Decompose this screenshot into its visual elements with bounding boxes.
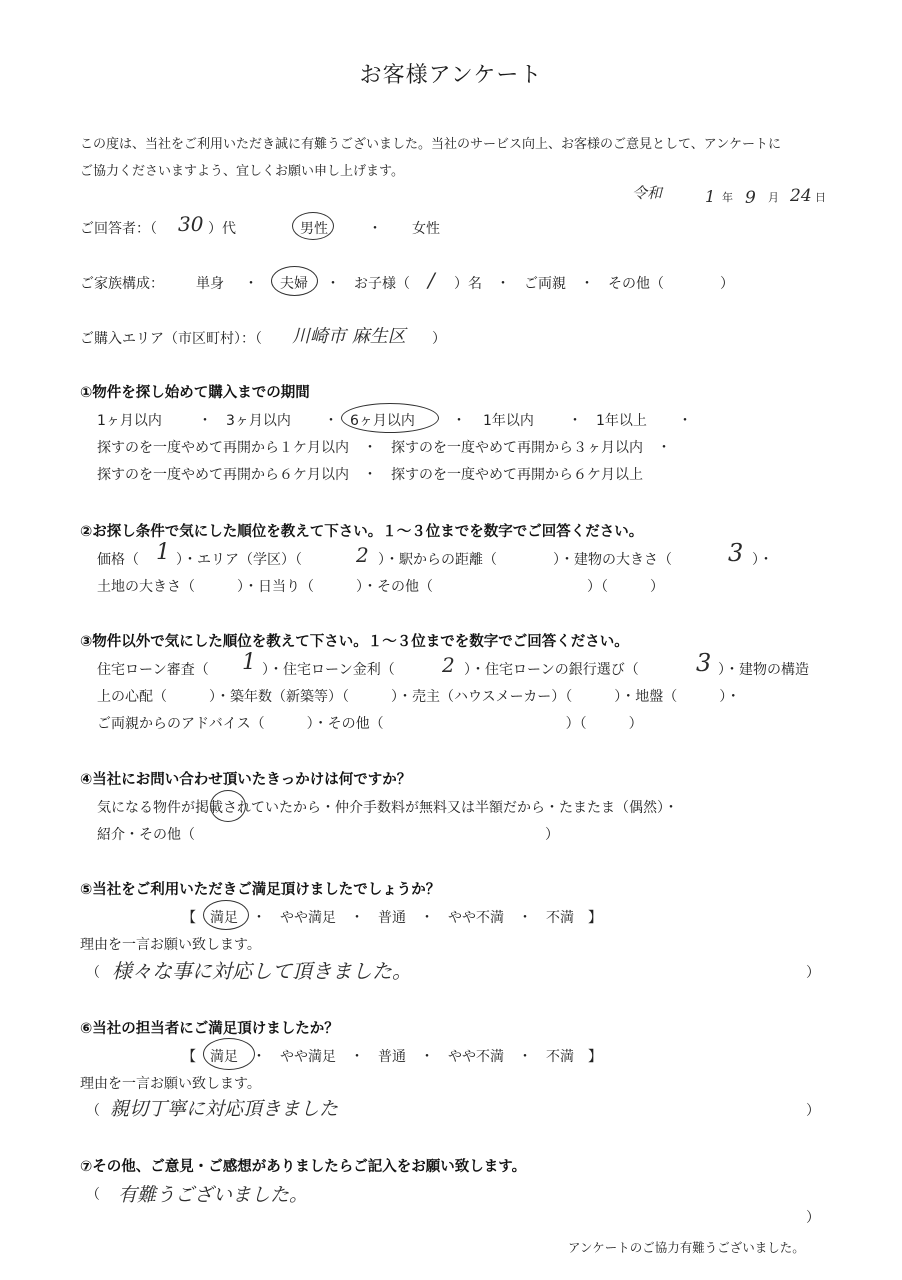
date-era: 令和 (632, 184, 663, 202)
q5-reason-open: （ (86, 965, 100, 981)
date-month: 9 (745, 188, 756, 208)
q4-question: ④当社にお問い合わせ頂いたきっかけは何ですか？ (80, 772, 412, 788)
q6-reason-close: ） (806, 1103, 820, 1119)
q4-row-2: 紹介・その他（ ） (97, 827, 559, 843)
q5-reason-close: ） (806, 965, 820, 981)
q5-reason-answer: 様々な事に対応して頂きました。 (112, 959, 412, 983)
q2-price-label: 価格（ (97, 552, 139, 568)
family-single-option[interactable]: 単身 (196, 276, 224, 292)
q3-rate-rank: 2 (442, 653, 455, 677)
q1-separator: ・ (568, 413, 582, 429)
family-children-label: ・ お子様（ (326, 276, 410, 292)
intro-line-2: ご協力くださいますよう、宜しくお願い申し上げます。 (80, 164, 404, 179)
q6-options: 【 満足 ・ やや満足 ・ 普通 ・ やや不満 ・ 不満 】 (182, 1049, 602, 1065)
q2-distance-building-label: ）・駅からの距離（ ）・建物の大きさ（ (378, 552, 672, 568)
q1-row-2: 探すのを一度やめて再開から１ケ月以内 ・ 探すのを一度やめて再開から３ヶ月以内 ・ (97, 440, 671, 456)
q3-question: ③物件以外で気にした順位を教えて下さい。１～３位までを数字でご回答ください。 (80, 634, 629, 650)
q5-question: ⑤当社をご利用いただきご満足頂けましたでしょうか？ (80, 882, 441, 898)
area-close: ） (432, 331, 446, 347)
q7-comment-close: ） (806, 1210, 820, 1226)
q3-screening-label: 住宅ローン審査（ (97, 662, 209, 678)
q6-reason-open: （ (86, 1103, 100, 1119)
family-selection-circle (271, 266, 318, 296)
q1-separator: ・ (452, 413, 466, 429)
q2-building-rank: 3 (728, 539, 744, 567)
q3-row-3: ご両親からのアドバイス（ ）・その他（ ）（ ） (97, 716, 643, 732)
q2-area-rank: 2 (356, 543, 369, 567)
q6-question: ⑥当社の担当者にご満足頂けましたか？ (80, 1021, 339, 1037)
q2-row1-end: ）・ (752, 552, 773, 568)
date-day: 24 (790, 186, 812, 206)
family-children-count: / (428, 268, 435, 292)
intro-line-1: この度は、当社をご利用いただき誠に有難うございました。当社のサービス向上、お客様のご意見として、アンケートに (80, 137, 781, 152)
q2-row-2: 土地の大きさ（ ）・日当り（ ）・その他（ ）（ ） (97, 579, 664, 595)
area-label: ご購入エリア（市区町村）：（ (80, 331, 262, 347)
q5-selection-circle (203, 900, 249, 930)
q2-question: ②お探し条件で気にした順位を教えて下さい。１～３位までを数字でご回答ください。 (80, 524, 644, 540)
page-title: お客様アンケート (359, 63, 543, 88)
respondent-separator: ・ (368, 221, 382, 237)
q4-row-1: 気になる物件が掲載されていたから・仲介手数料が無料又は半額だから・たまたま（偶然）・ (97, 800, 678, 816)
q1-option-1y[interactable]: 1年以内 (483, 413, 534, 429)
q1-question: ①物件を探し始めて購入までの期間 (80, 385, 310, 401)
q3-screening-rank: 1 (242, 650, 256, 675)
q1-separator: ・ (324, 413, 338, 429)
q7-comment-open: （ (86, 1187, 100, 1203)
family-couple-option[interactable]: 夫婦 (280, 276, 308, 292)
q1-option-1y-plus[interactable]: 1年以上 (596, 413, 647, 429)
family-label: ご家族構成： (80, 276, 164, 292)
q6-selection-circle (203, 1038, 255, 1070)
q1-separator: ・ (678, 413, 692, 429)
respondent-age: 30 (178, 212, 204, 236)
respondent-age-suffix: ）代 (208, 221, 236, 237)
q3-rate-label: ）・住宅ローン金利（ (262, 662, 395, 678)
family-separator: ・ (244, 276, 258, 292)
respondent-selection-circle (292, 212, 334, 240)
respondent-label: ご回答者：（ (80, 221, 157, 237)
date-day-unit: 日 (815, 191, 826, 204)
q1-option-3m[interactable]: 3ヶ月以内 (226, 413, 291, 429)
q7-question: ⑦その他、ご意見・ご感想がありましたらご記入をお願い致します。 (80, 1159, 527, 1175)
q7-comment-answer: 有難うございました。 (118, 1184, 309, 1206)
q2-area-label: ）・エリア（学区）（ (176, 552, 302, 568)
closing-thanks: アンケートのご協力有難うございました。 (568, 1240, 805, 1255)
respondent-female-option[interactable]: 女性 (412, 221, 440, 237)
q3-row-2: 上の心配（ ）・築年数（新築等）（ ）・売主（ハウスメーカー）（ ）・地盤（ ）・ (97, 689, 741, 705)
date-year-unit: 年 (722, 191, 733, 204)
date-month-unit: 月 (768, 191, 779, 204)
area-value: 川崎市 麻生区 (292, 326, 406, 347)
q3-bank-label: ）・住宅ローンの銀行選び（ (464, 662, 639, 678)
family-rest: ）名 ・ ご両親 ・ その他（ ） (454, 276, 734, 292)
respondent-male-option[interactable]: 男性 (300, 221, 328, 237)
q1-option-1m[interactable]: 1ヶ月以内 (97, 413, 162, 429)
q6-reason-answer: 親切丁寧に対応頂きました (110, 1098, 339, 1120)
q3-bank-rank: 3 (696, 649, 712, 677)
q5-reason-label: 理由を一言お願い致します。 (80, 937, 261, 953)
q4-selection-circle (210, 790, 246, 822)
q2-price-rank: 1 (156, 540, 170, 565)
q1-option-6m[interactable]: 6ヶ月以内 (350, 413, 415, 429)
q1-separator: ・ (198, 413, 212, 429)
q1-row-3: 探すのを一度やめて再開から６ケ月以内 ・ 探すのを一度やめて再開から６ケ月以上 (97, 467, 643, 483)
q3-row1-end: ）・建物の構造 (718, 662, 809, 678)
q5-options: 【 満足 ・ やや満足 ・ 普通 ・ やや不満 ・ 不満 】 (182, 910, 602, 926)
date-year: 1 (705, 187, 716, 206)
q1-selection-circle (341, 403, 439, 433)
q6-reason-label: 理由を一言お願い致します。 (80, 1076, 261, 1092)
